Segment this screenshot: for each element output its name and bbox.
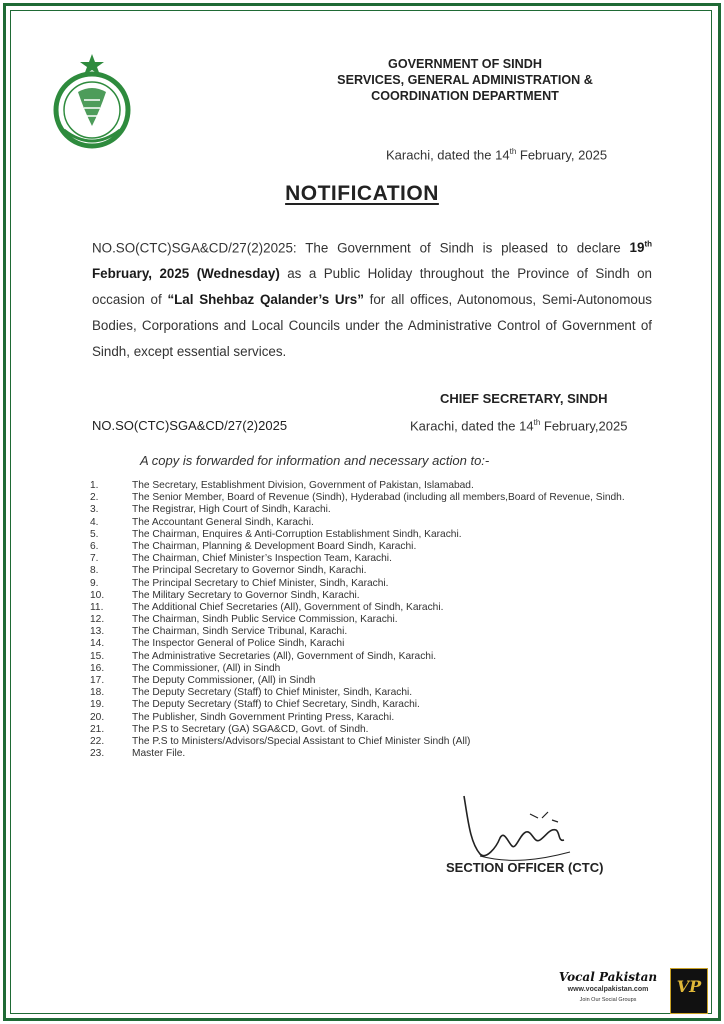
- list-item-number: 8.: [90, 565, 99, 577]
- notification-ref: NO.SO(CTC)SGA&CD/27(2)2025:: [92, 240, 297, 256]
- list-item-number: 22.: [90, 735, 105, 747]
- list-item-number: 3.: [90, 504, 99, 516]
- dated-bottom: [410, 418, 627, 433]
- list-item: [90, 529, 625, 541]
- list-item: [90, 492, 625, 504]
- list-item-number: 4.: [90, 516, 99, 528]
- list-item-text: The Chairman, Enquires & Anti-Corruption Establishment Sindh, Karachi.: [132, 528, 462, 540]
- list-item-text: The Chairman, Sindh Public Service Commission, Karachi.: [132, 614, 398, 626]
- list-item-number: 18.: [90, 687, 105, 699]
- watermark-url: www.vocalpakistan.com: [567, 986, 649, 993]
- list-item-text: The Accountant General Sindh, Karachi.: [132, 516, 314, 528]
- header-line-2: SERVICES, GENERAL ADMINISTRATION &: [337, 73, 593, 87]
- watermark: [548, 968, 708, 1016]
- list-item: [90, 578, 625, 590]
- list-item: [90, 480, 625, 492]
- list-item-number: 10.: [90, 589, 105, 601]
- list-item: [90, 602, 625, 614]
- list-item: [90, 748, 625, 760]
- list-item: [90, 663, 625, 675]
- watermark-join: Join Our Social Groups: [579, 997, 637, 1003]
- list-item: [90, 541, 625, 553]
- list-item: [90, 553, 625, 565]
- list-item-text: The Administrative Secretaries (All), Government of Sindh, Karachi.: [132, 650, 437, 662]
- copy-recipient-list: [90, 480, 625, 760]
- dated-top-prefix: Karachi, dated the 14: [386, 147, 510, 163]
- list-item: [90, 590, 625, 602]
- list-item-number: 7.: [90, 553, 99, 565]
- dated-bottom-sup: th: [533, 418, 541, 427]
- list-item-text: The Deputy Secretary (Staff) to Chief Minister, Sindh, Karachi.: [132, 687, 413, 699]
- list-item-number: 12.: [90, 614, 105, 626]
- list-item: [90, 687, 625, 699]
- list-item-text: The Inspector General of Police Sindh, Karachi: [132, 638, 345, 650]
- reference-number: NO.SO(CTC)SGA&CD/27(2)2025: [92, 418, 288, 433]
- list-item: [90, 699, 625, 711]
- list-item-text: The Publisher, Sindh Government Printing Press, Karachi.: [132, 711, 395, 723]
- list-item-number: 13.: [90, 626, 105, 638]
- list-item-number: 2.: [90, 492, 99, 504]
- dated-top-sup: th: [509, 147, 517, 156]
- list-item-text: The Deputy Commissioner, (All) in Sindh: [132, 675, 316, 686]
- holiday-date: 19th February, 2025 (Wednesday): [92, 240, 652, 282]
- list-item-number: 16.: [90, 662, 105, 674]
- page-title: NOTIFICATION: [285, 182, 439, 205]
- list-item-text: The Secretary, Establishment Division, Government of Pakistan, Islamabad.: [132, 480, 474, 491]
- signature-icon: [450, 790, 590, 870]
- dated-top-suffix: February, 2025: [516, 147, 608, 163]
- header-line-1: GOVERNMENT OF SINDH: [388, 57, 542, 71]
- list-item-text: The Military Secretary to Governor Sindh, Karachi.: [132, 589, 360, 601]
- list-item-text: The Senior Member, Board of Revenue (Sindh), Hyderabad (including all members,Board of Revenue, Sindh.: [132, 492, 625, 504]
- section-officer-signatory: SECTION OFFICER (CTC): [446, 860, 604, 875]
- list-item: [90, 675, 625, 687]
- list-item-text: The Chairman, Planning & Development Board Sindh, Karachi.: [132, 540, 417, 552]
- list-item-text: The Chairman, Chief Minister’s Inspection Team, Karachi.: [132, 553, 392, 565]
- list-item-text: The P.S to Ministers/Advisors/Special Assistant to Chief Minister Sindh (All): [132, 735, 471, 747]
- list-item: [90, 565, 625, 577]
- notification-body: [92, 232, 652, 365]
- list-item-text: The P.S to Secretary (GA) SGA&CD, Govt. of Sindh.: [132, 723, 369, 735]
- list-item: [90, 504, 625, 516]
- forward-note: A copy is forwarded for information and necessary action to:-: [140, 453, 490, 468]
- list-item-text: The Additional Chief Secretaries (All), Government of Sindh, Karachi.: [132, 601, 444, 613]
- department-header: [300, 56, 630, 104]
- body-part-2: as a Public Holiday throughout the Province of Sindh on occasion of: [92, 266, 652, 308]
- dated-top: [386, 147, 607, 162]
- dated-bottom-suffix: February,2025: [540, 418, 628, 434]
- header-line-3: COORDINATION DEPARTMENT: [371, 89, 559, 103]
- list-item: [90, 736, 625, 748]
- sindh-government-emblem-icon: [50, 52, 134, 152]
- list-item: [90, 712, 625, 724]
- list-item-text: The Principal Secretary to Chief Minister, Sindh, Karachi.: [132, 577, 389, 589]
- occasion-name: “Lal Shehbaz Qalander’s Urs”: [167, 292, 364, 308]
- list-item: [90, 638, 625, 650]
- list-item-number: 1.: [90, 480, 99, 491]
- body-part-1: The Government of Sindh is pleased to declare: [296, 240, 630, 256]
- list-item: [90, 517, 625, 529]
- list-item-text: The Commissioner, (All) in Sindh: [132, 662, 281, 674]
- chief-secretary-signatory: CHIEF SECRETARY, SINDH: [440, 391, 608, 406]
- list-item-number: 19.: [90, 699, 105, 711]
- list-item-text: The Principal Secretary to Governor Sindh, Karachi.: [132, 565, 367, 577]
- list-item-number: 11.: [90, 601, 104, 613]
- dated-bottom-prefix: Karachi, dated the 14: [410, 418, 534, 434]
- list-item-text: The Registrar, High Court of Sindh, Karachi.: [132, 504, 331, 516]
- watermark-logo-text: VP: [676, 977, 702, 996]
- list-item: [90, 651, 625, 663]
- list-item-text: The Chairman, Sindh Service Tribunal, Karachi.: [132, 626, 348, 638]
- list-item-number: 6.: [90, 540, 99, 552]
- list-item-number: 5.: [90, 528, 99, 540]
- body-part-3: for all offices, Autonomous, Semi-Autonomous Bodies, Corporations and Local Councils under the Administrative Control of Government of Sindh, except essential services.: [92, 292, 652, 360]
- watermark-logo-icon: [670, 968, 708, 1014]
- list-item-number: 15.: [90, 650, 105, 662]
- list-item-number: 20.: [90, 711, 105, 723]
- list-item: [90, 614, 625, 626]
- list-item-number: 14.: [90, 638, 105, 650]
- list-item: [90, 724, 625, 736]
- list-item-number: 21.: [90, 723, 105, 735]
- list-item-number: 9.: [90, 577, 99, 589]
- list-item-number: 23.: [90, 748, 105, 760]
- list-item: [90, 626, 625, 638]
- list-item-text: Master File.: [132, 748, 186, 760]
- list-item-number: 17.: [90, 675, 105, 686]
- watermark-title: Vocal Pakistan: [558, 970, 658, 984]
- list-item-text: The Deputy Secretary (Staff) to Chief Secretary, Sindh, Karachi.: [132, 699, 420, 711]
